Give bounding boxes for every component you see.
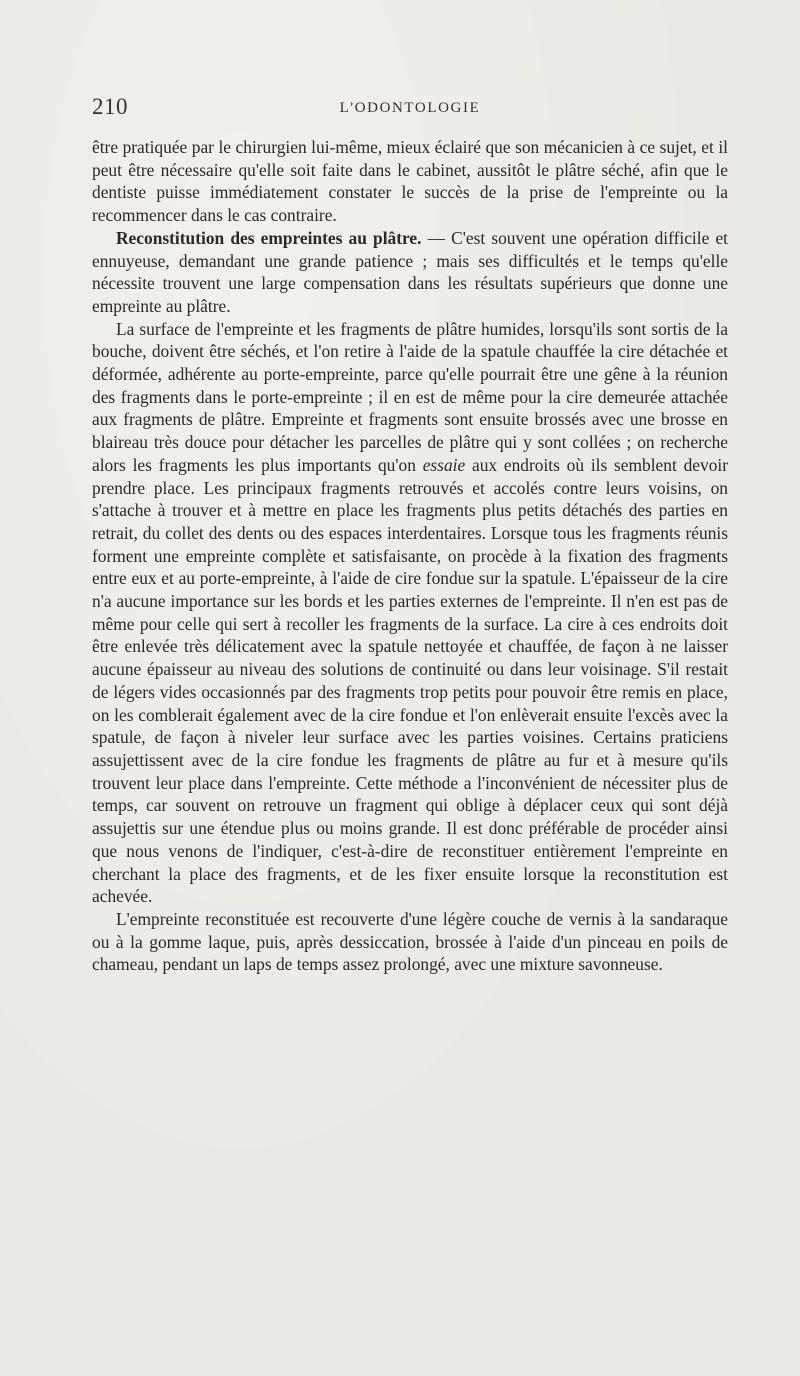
- paragraph-procedure: [92, 318, 728, 908]
- paragraph-continuation: être pratiquée par le chirurgien lui-même, mieux éclairé que son mécanicien à ce sujet, et il peut être nécessaire qu'elle soit faite dans le cabinet, aussitôt le plâtre séché, afin que le dentiste puisse immédiatement constater le succès de la prise de l'empreinte ou la recommencer dans le cas contraire.: [92, 137, 728, 226]
- running-title: L'ODONTOLOGIE: [339, 100, 481, 116]
- paragraph-section: [92, 227, 728, 318]
- italic-word: essaie: [422, 454, 466, 475]
- page-number: 210: [92, 94, 128, 119]
- page-header: [92, 94, 728, 124]
- body-text: [92, 136, 728, 976]
- procedure-text-end: aux endroits où ils semblent devoir prendre place. Les principaux fragments retrouvés et accolés contre leurs voisins, on s'attache à trouver et à mettre en place les fragments plus petits détachés des parties en retrait, du collet des dents ou des espaces interdentaires. Lorsque tous les fragments réunis forment une empreinte complète et satisfaisante, on procède à la fixation des fragments entre eux et au porte-empreinte, à l'aide de cire fondue sur la spatule. L'épaisseur de la cire n'a aucune importance sur les bords et les parties externes de l'empreinte. Il n'en est pas de même pour celle qui sert à recoller les fragments de la surface. La cire à ces endroits doit être enlevée très délicatement avec la spatule nettoyée et chauffée, de façon à ne laisser aucune épaisseur au niveau des solutions de continuité ou dans leur voisinage. S'il restait de légers vides occasionnés par des fragments trop petits pour pouvoir être remis en place, on les comblerait également avec de la cire fondue et l'on enlèverait ensuite l'excès avec la spatule, de façon à niveler leur surface avec les parties voisines. Certains praticiens assujettissent avec de la cire fondue les fragments de plâtre au fur et à mesure qu'ils trouvent leur place dans l'empreinte. Cette méthode a l'inconvénient de nécessiter plus de temps, car souvent on retrouve un fragment qui oblige à déplacer ceux qui sont déjà assujettis sur une étendue plus ou moins grande. Il est donc préférable de procéder ainsi que nous venons de l'indiquer, c'est-à-dire de reconstituer entièrement l'empreinte en cherchant la place des fragments, et de les fixer ensuite lorsque la reconstitution est achevée.: [92, 454, 729, 907]
- paragraph-final: L'empreinte reconstituée est recouverte d'une légère couche de vernis à la sandaraque ou à la gomme laque, puis, après dessiccation, brossée à l'aide d'un pinceau en poils de chameau, pendant un laps de temps assez prolongé, avec une mixture savonneuse.: [92, 908, 728, 975]
- procedure-text-start: La surface de l'empreinte et les fragments de plâtre humides, lorsqu'ils sont sortis de la bouche, doivent être séchés, et l'on retire à l'aide de la spatule chauffée la cire détachée et déformée, adhérente au porte-empreinte, parce qu'elle pourrait être une gêne à la réunion des fragments dans le porte-empreinte ; il en est de même pour la cire demeurée attachée aux fragments de plâtre. Empreinte et fragments sont ensuite brossés avec une brosse en blaireau très douce pour détacher les parcelles de plâtre qui y sont collées ; on recherche alors les fragments les plus importants qu'on: [92, 318, 728, 475]
- section-heading: Reconstitution des empreintes au plâtre.: [116, 227, 422, 248]
- section-text: — C'est souvent une opération difficile et ennuyeuse, demandant une grande patience ; mais ses difficultés et le temps qu'elle nécessite trouvent une large compensation dans les résultats supérieurs que donne une empreinte au plâtre.: [92, 227, 728, 316]
